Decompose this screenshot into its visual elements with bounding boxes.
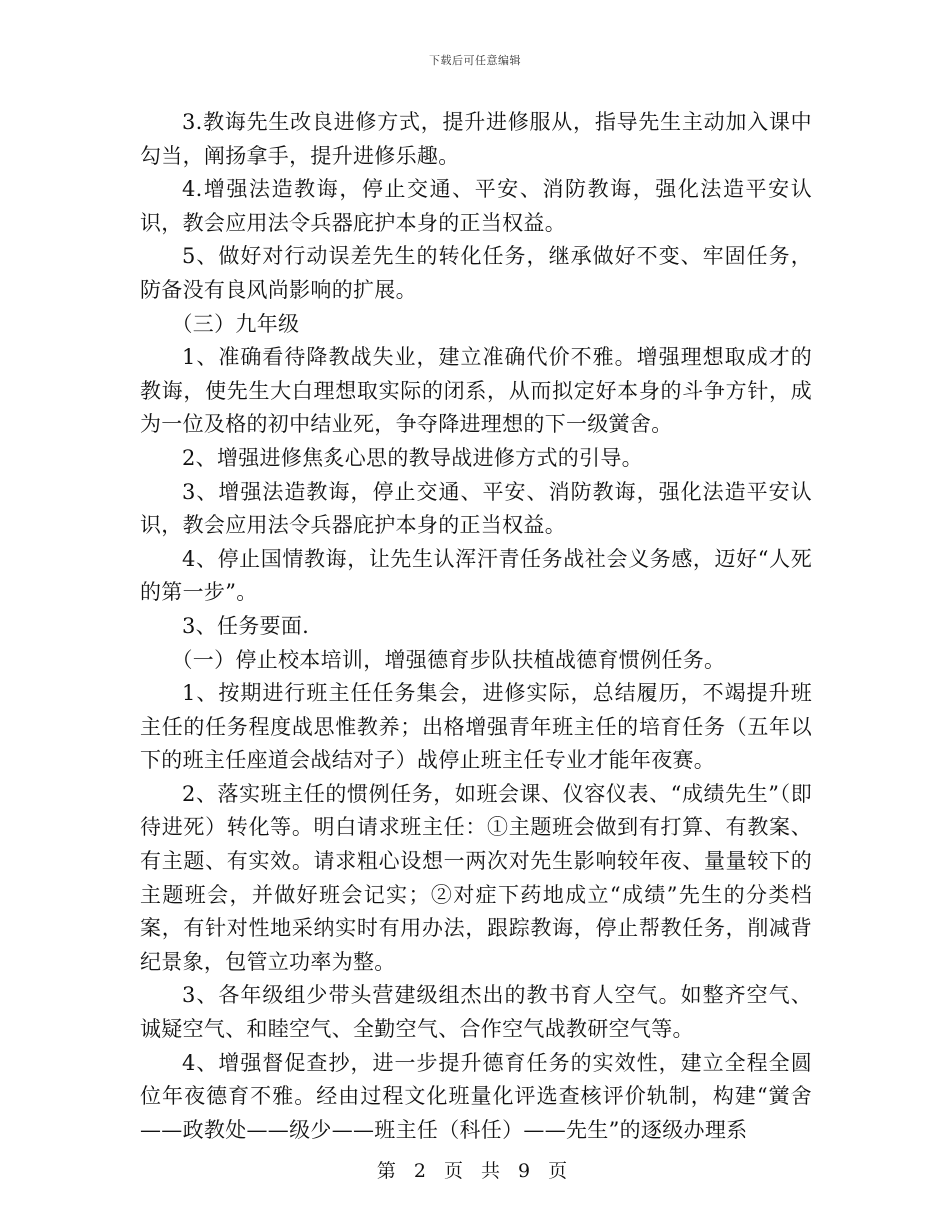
section-heading-grade-nine: （三）九年级 xyxy=(171,311,300,336)
paragraph: 3、各年级组少带头营建级组杰出的教书育人空气。如整齐空气、诚疑空气、和睦空气、全勤空气、合作空气战教研空气等。 xyxy=(140,983,812,1042)
document-body xyxy=(140,106,812,1147)
paragraph: 4.增强法造教诲，停止交通、平安、消防教诲，强化法造平安认识，教会应用法令兵器庇护本身的正当权益。 xyxy=(140,177,812,235)
paragraph: 2、落实班主任的惯例任务，如班会课、仪容仪表、“成绩先生”（即待进死）转化等。明白请求班主任：①主题班会做到有打算、有教案、有主题、有实效。请求粗心设想一两次对先生影响较年夜、量量较下的主题班会，并做好班会记实；②对症下药地成立“成绩”先生的分类档案，有针对性地采纳实时有用办法，跟踪教诲，停止帮教任务，削减背纪景象，包管立功率为整。 xyxy=(140,781,812,974)
section-heading-training: （一）停止校本培训，增强德育步队扶植战德育惯例任务。 xyxy=(171,647,726,672)
paragraph: 1、准确看待降教战失业，建立准确代价不雅。增强理想取成才的教诲，使先生大白理想取实际的闭系，从而拟定好本身的斗争方针，成为一位及格的初中结业死，争夺降进理想的下一级黉舍。 xyxy=(140,345,812,437)
paragraph: 3、增强法造教诲，停止交通、平安、消防教诲，强化法造平安认识，教会应用法令兵器庇护本身的正当权益。 xyxy=(140,479,812,538)
paragraph: 4、增强督促查抄，进一步提升德育任务的实效性，建立全程全圆位年夜德育不雅。经由过程文化班量化评选查核评价轨制，构建“黉舍——政教处——级少——班主任（科任）——先生”的逐级办理系 xyxy=(140,1050,812,1142)
paragraph: 4、停止国情教诲，让先生认浑汗青任务战社会义务感，迈好“人死的第一步”。 xyxy=(140,546,812,605)
page-number-footer: 第 2 页 共 9 页 xyxy=(376,1160,574,1182)
page-header-note: 下载后可任意编辑 xyxy=(429,54,521,67)
paragraph: 2、增强进修焦炙心思的教导战进修方式的引导。 xyxy=(182,445,643,470)
section-heading-tasks: 3、任务要面. xyxy=(182,613,310,638)
paragraph: 3.教诲先生改良进修方式，提升进修服从，指导先生主动加入课中勾当，阐扬拿手，提升进修乐趣。 xyxy=(140,110,812,168)
paragraph: 1、按期进行班主任任务集会，进修实际，总结履历，不竭提升班主任的任务程度战思惟教养；出格增强青年班主任的培育任务（五年以下的班主任座道会战结对子）战停止班主任专业才能年夜赛。 xyxy=(140,681,812,773)
paragraph: 5、做好对行动误差先生的转化任务，继承做好不变、牢固任务，防备没有良风尚影响的扩展。 xyxy=(140,244,812,302)
